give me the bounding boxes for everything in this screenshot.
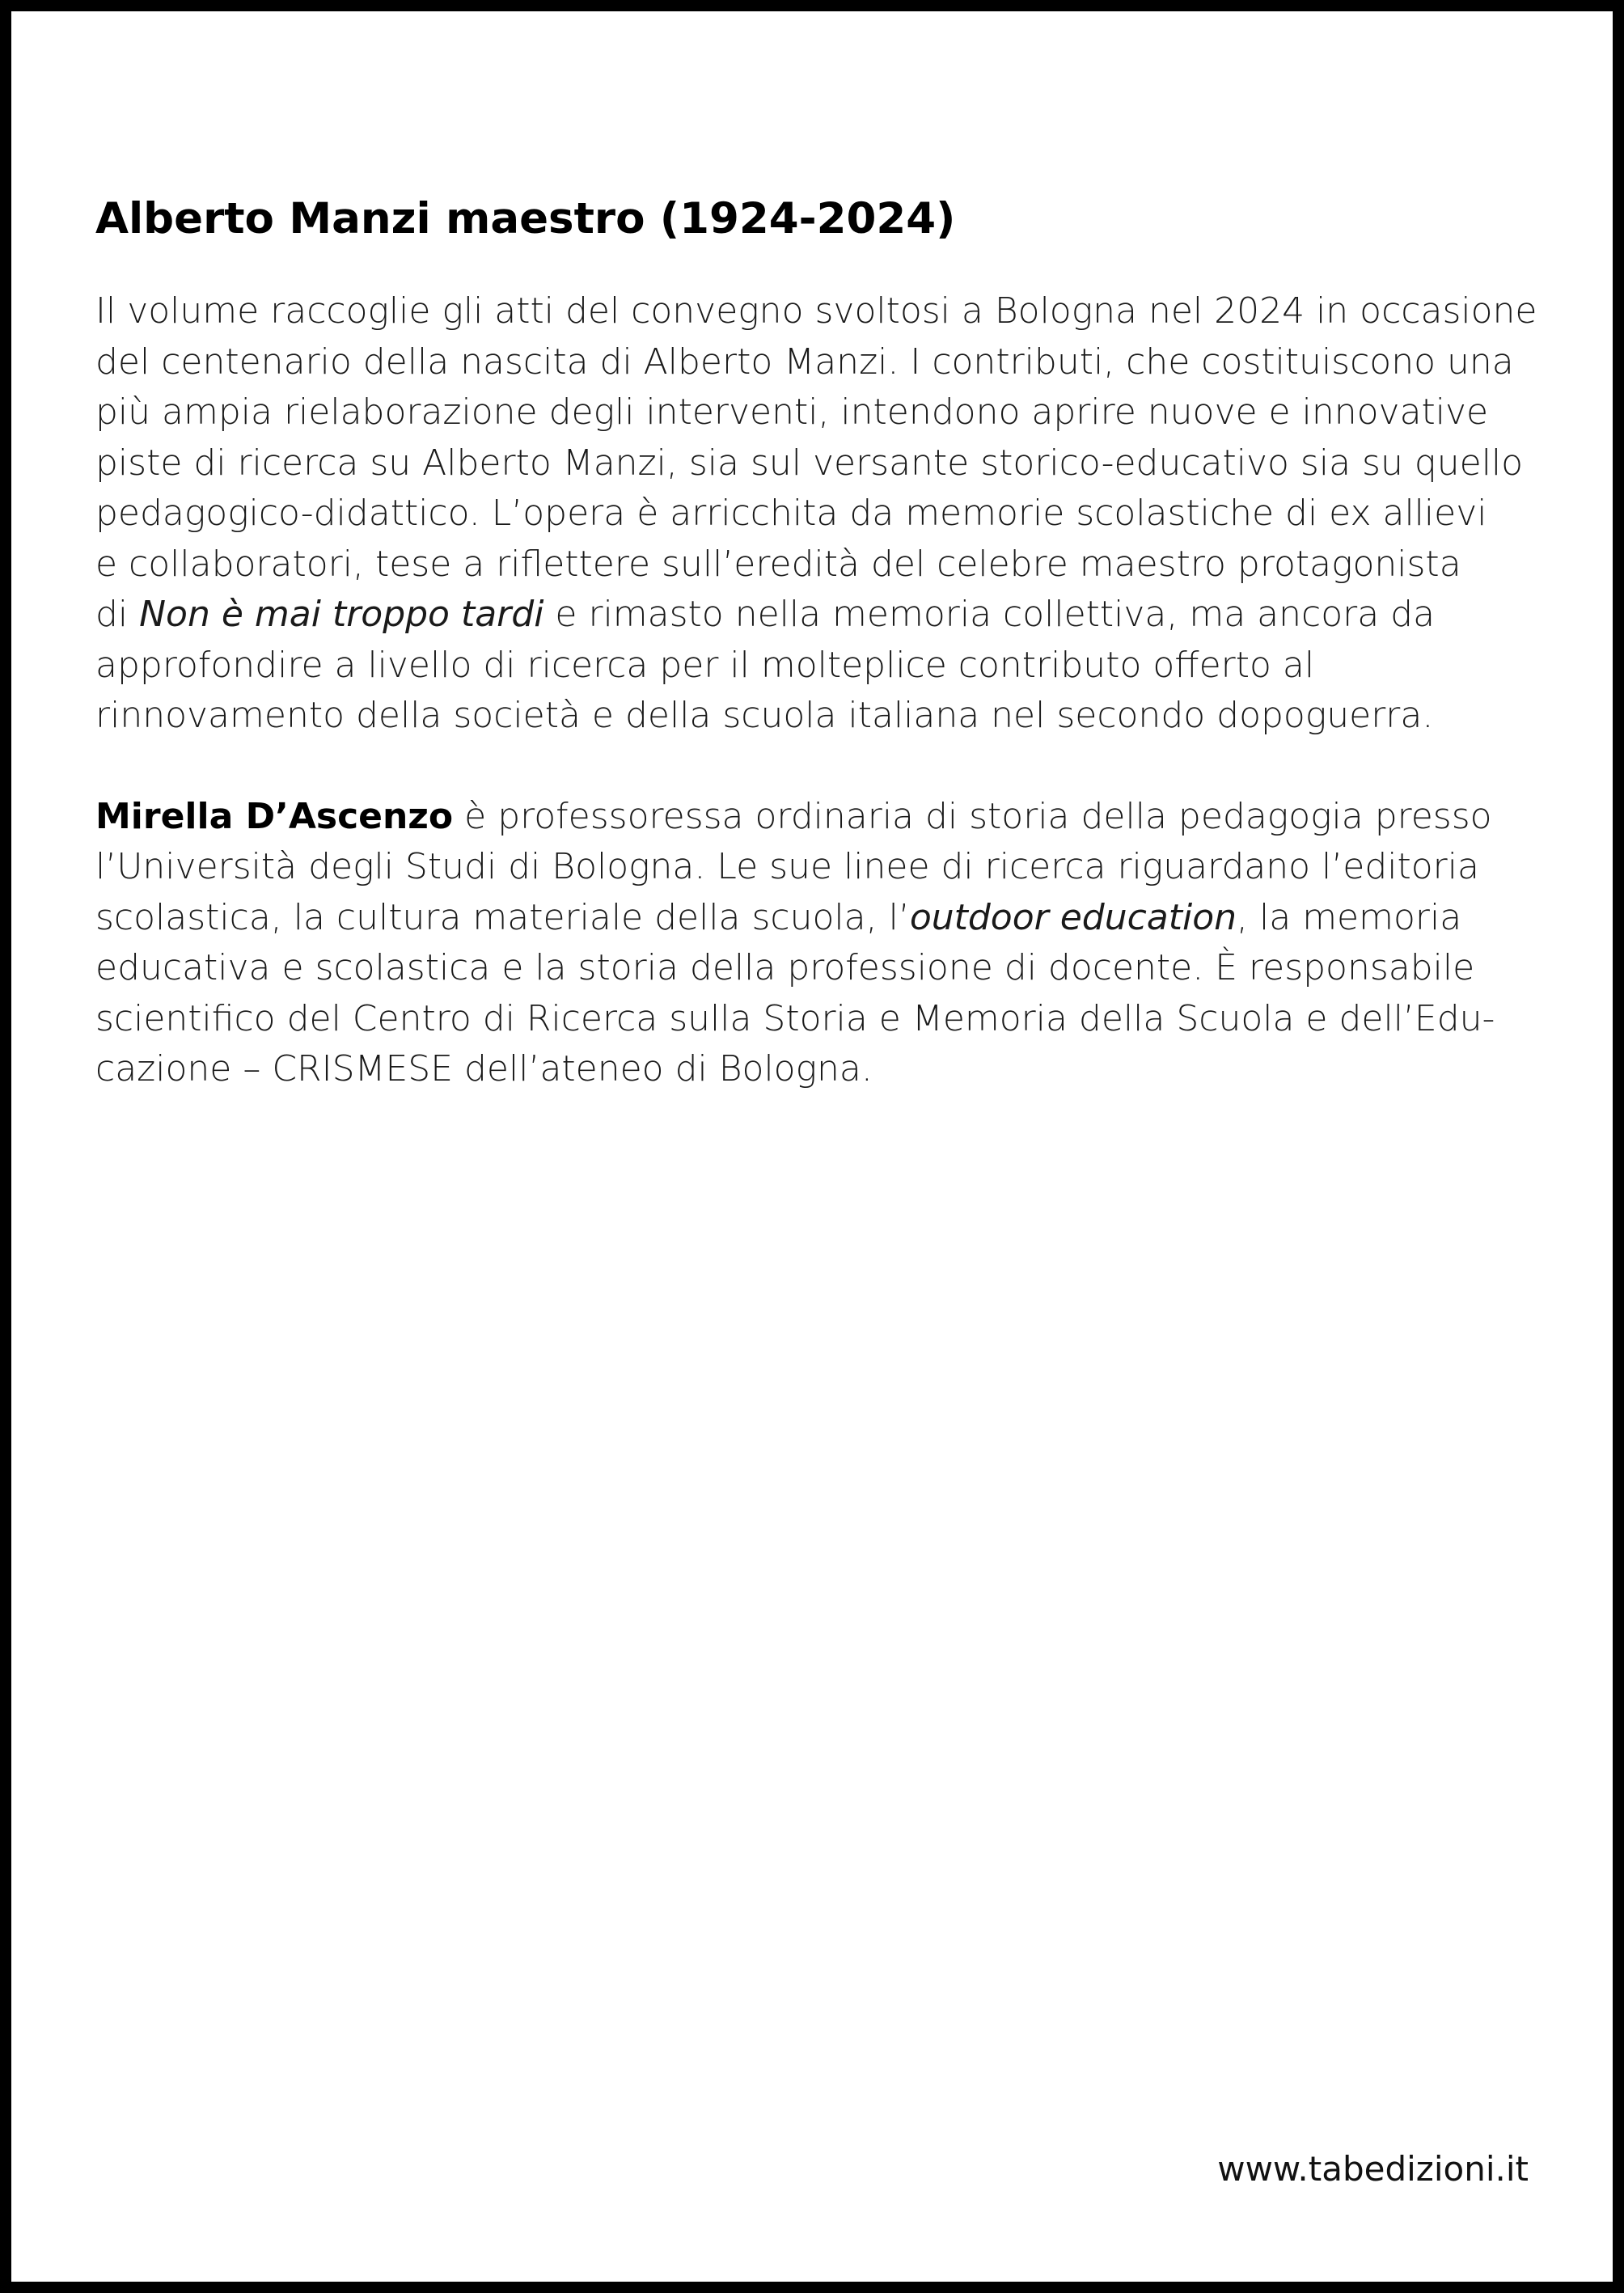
author-bio-text: è professoressa ordinaria di storia della pedagogia presso — [453, 795, 1492, 837]
description-text: e rimasto nella memoria collettiva, ma ancora da — [543, 594, 1436, 635]
author-bio-line: scientifico del Centro di Ricerca sulla Storia e Memoria della Scuola e dell’Edu- — [95, 997, 1495, 1039]
description-line: e collaboratori, tese a riflettere sull’eredità del celebre maestro protagonista — [95, 543, 1461, 585]
author-bio-text: , la memoria — [1237, 896, 1462, 938]
description-line: approfondire a livello di ricerca per il molteplice contributo offerto al — [95, 644, 1315, 686]
description-line: rinnovamento della società e della scuola italiana nel secondo dopoguerra. — [95, 695, 1434, 736]
description-line: pedagogico-didattico. L’opera è arricchita da memorie scolastiche di ex allievi — [95, 493, 1487, 534]
book-title: Alberto Manzi maestro (1924-2024) — [95, 194, 956, 243]
description-line: Il volume raccoglie gli atti del convegno svoltosi a Bologna nel 2024 in occasione — [95, 290, 1537, 332]
back-cover-content — [95, 186, 1543, 1095]
book-description — [95, 286, 1543, 742]
program-title-italic: Non è mai troppo tardi — [139, 594, 544, 635]
author-bio-line — [95, 893, 1543, 944]
publisher-website[interactable]: www.tabedizioni.it — [1217, 2149, 1529, 2189]
description-text: di — [95, 594, 140, 635]
description-line — [95, 590, 1543, 641]
author-name: Mirella D’Ascenzo — [95, 795, 454, 837]
description-line: piste di ricerca su Alberto Manzi, sia sul versante storico-educativo sia su quello — [95, 442, 1524, 484]
outdoor-education-italic: outdoor education — [909, 896, 1237, 938]
author-bio-line: l’Università degli Studi di Bologna. Le sue linee di ricerca riguardano l’editoria — [95, 846, 1479, 887]
author-bio — [95, 792, 1543, 1095]
author-bio-line: cazione – CRISMESE dell’ateneo di Bologna. — [95, 1048, 873, 1089]
author-bio-line — [95, 792, 1543, 843]
description-line: più ampia rielaborazione degli interventi, intendono aprire nuove e innovative — [95, 391, 1489, 433]
author-bio-text: scolastica, la cultura materiale della scuola, l’ — [95, 896, 910, 938]
author-bio-line: educativa e scolastica e la storia della professione di docente. È responsabile — [95, 947, 1475, 988]
description-line: del centenario della nascita di Alberto Manzi. I contributi, che costituiscono una — [95, 341, 1514, 383]
